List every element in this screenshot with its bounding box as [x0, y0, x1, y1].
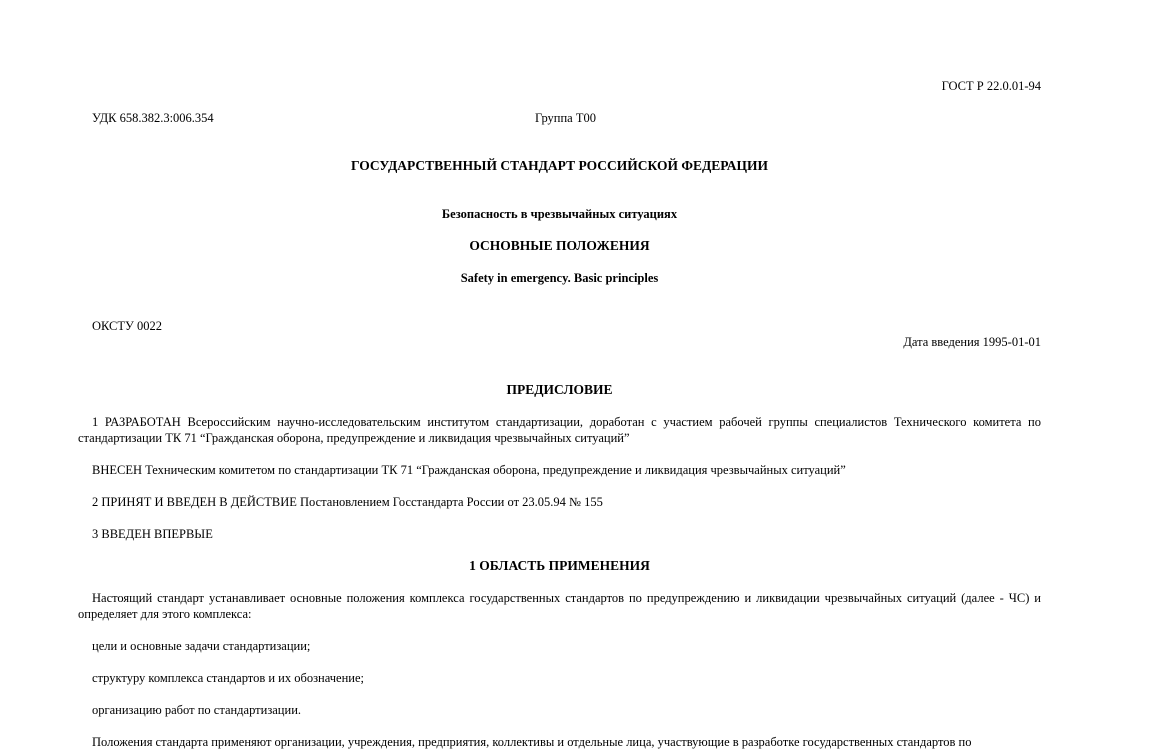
udk-code: УДК 658.382.3:006.354 — [92, 111, 214, 125]
section-1-paragraph-1: Настоящий стандарт устанавливает основные положения комплекса государственных стандартов по предупреждению и ликвидации чрезвычайных ситуаций (далее - ЧС) и определяет для этого комплекса: — [78, 591, 1041, 621]
document-title: ГОСУДАРСТВЕННЫЙ СТАНДАРТ РОССИЙСКОЙ ФЕДЕРАЦИИ — [350, 158, 769, 173]
english-title: Safety in emergency. Basic principles — [460, 271, 659, 285]
okstu-code: ОКСТУ 0022 — [92, 319, 163, 333]
section-1-heading: 1 ОБЛАСТЬ ПРИМЕНЕНИЯ — [469, 558, 650, 573]
section-1-paragraph-2: Положения стандарта применяют организации, учреждения, предприятия, коллективы и отдельные лица, участвующие в разработке государственных стандартов по — [92, 735, 972, 749]
preface-paragraph-4: 3 ВВЕДЕН ВПЕРВЫЕ — [92, 527, 213, 541]
list-item: структуру комплекса стандартов и их обозначение; — [92, 671, 365, 685]
document-heading: ОСНОВНЫЕ ПОЛОЖЕНИЯ — [469, 238, 650, 253]
list-item: цели и основные задачи стандартизации; — [92, 639, 311, 653]
preface-heading: ПРЕДИСЛОВИЕ — [506, 382, 613, 397]
group-code: Группа Т00 — [535, 111, 596, 125]
preface-paragraph-3: 2 ПРИНЯТ И ВВЕДЕН В ДЕЙСТВИЕ Постановлением Госстандарта России от 23.05.94 № 155 — [92, 495, 603, 509]
document-page — [78, 0, 1041, 754]
gost-number: ГОСТ Р 22.0.01-94 — [941, 79, 1041, 93]
list-item: организацию работ по стандартизации. — [92, 703, 302, 717]
intro-date: Дата введения 1995-01-01 — [903, 335, 1041, 349]
preface-paragraph-2: ВНЕСЕН Техническим комитетом по стандартизации ТК 71 “Гражданская оборона, предупреждение и ликвидация чрезвычайных ситуаций” — [92, 463, 846, 477]
preface-paragraph-1: 1 РАЗРАБОТАН Всероссийским научно-исследовательским институтом стандартизации, доработан с участием рабочей группы специалистов Технического комитета по стандартизации ТК 71 “Гражданская оборона, предупреждение и ликвидация чрезвычайных ситуаций” — [78, 415, 1041, 445]
document-subtitle: Безопасность в чрезвычайных ситуациях — [441, 207, 678, 221]
